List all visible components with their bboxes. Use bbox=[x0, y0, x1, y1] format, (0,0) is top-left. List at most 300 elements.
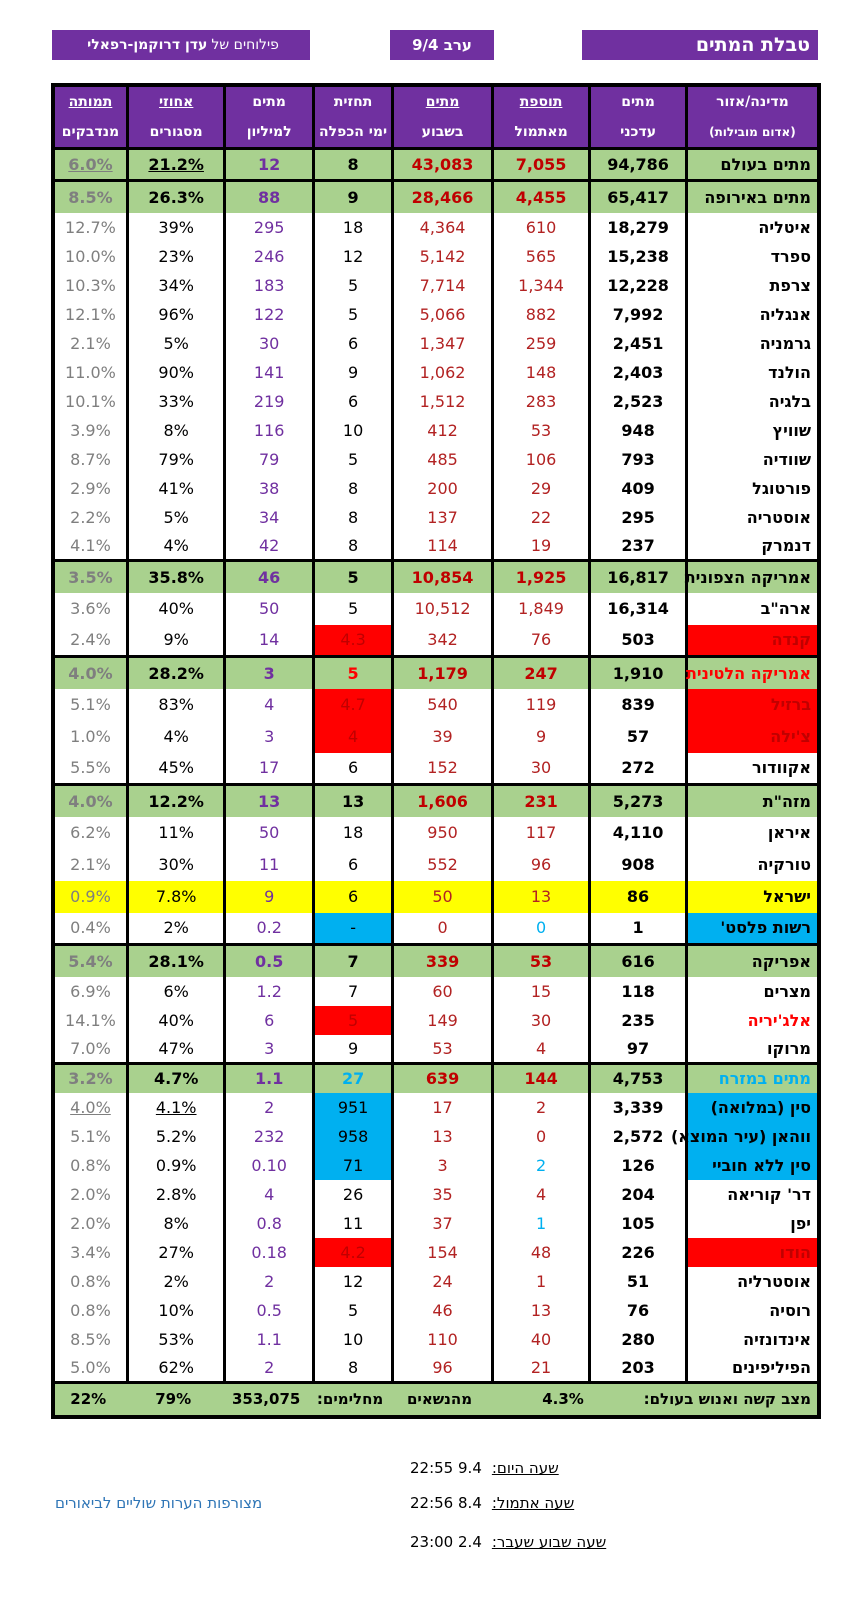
table-cell: 4,364 bbox=[393, 213, 493, 242]
table-cell: 154 bbox=[393, 1238, 493, 1267]
table-cell: 2,572 bbox=[590, 1122, 687, 1151]
table-cell: 47% bbox=[127, 1035, 225, 1064]
table-row bbox=[53, 817, 819, 849]
row-label: צרפת bbox=[686, 271, 819, 300]
table-cell: 4 bbox=[313, 721, 392, 753]
table-cell: 30 bbox=[225, 329, 313, 358]
table-cell: 0.8% bbox=[53, 1267, 127, 1296]
table-cell: 246 bbox=[225, 242, 313, 271]
table-cell: 19 bbox=[492, 532, 590, 561]
table-cell: 5.4% bbox=[53, 945, 127, 977]
row-label: רשות פלסט' bbox=[686, 913, 819, 945]
table-cell: 126 bbox=[590, 1151, 687, 1180]
table-cell: 5% bbox=[127, 503, 225, 532]
table-row bbox=[53, 532, 819, 561]
table-cell: 9 bbox=[225, 881, 313, 913]
row-label: אוסטרליה bbox=[686, 1267, 819, 1296]
table-row bbox=[53, 753, 819, 785]
row-label: אוסטריה bbox=[686, 503, 819, 532]
table-cell: 4% bbox=[127, 721, 225, 753]
table-cell: 18 bbox=[313, 213, 392, 242]
row-label: יפן bbox=[686, 1209, 819, 1238]
table-cell: 0.9% bbox=[53, 881, 127, 913]
table-cell: 149 bbox=[393, 1006, 493, 1035]
table-cell: 6 bbox=[225, 1006, 313, 1035]
table-cell: 144 bbox=[492, 1064, 590, 1093]
footnote-yesterday: שעה אתמול:8.4 22:56 bbox=[410, 1494, 575, 1512]
table-cell: 10.3% bbox=[53, 271, 127, 300]
row-label: מרוקו bbox=[686, 1035, 819, 1064]
table-cell: 204 bbox=[590, 1180, 687, 1209]
table-row bbox=[53, 1180, 819, 1209]
table-cell: 10% bbox=[127, 1296, 225, 1325]
row-label: אינדונזיה bbox=[686, 1325, 819, 1354]
table-cell: 10 bbox=[313, 416, 392, 445]
table-cell: 28,466 bbox=[393, 181, 493, 213]
table-cell: 118 bbox=[590, 977, 687, 1006]
deaths-table bbox=[51, 83, 821, 1419]
table-cell: 8% bbox=[127, 1209, 225, 1238]
table-cell: 137 bbox=[393, 503, 493, 532]
table-cell: 24 bbox=[393, 1267, 493, 1296]
table-cell: 5.1% bbox=[53, 1122, 127, 1151]
table-cell: 5,066 bbox=[393, 300, 493, 329]
table-cell: 1,606 bbox=[393, 785, 493, 817]
table-cell: 203 bbox=[590, 1354, 687, 1383]
table-cell: 409 bbox=[590, 474, 687, 503]
table-cell: 958 bbox=[313, 1122, 392, 1151]
table-cell: 1,344 bbox=[492, 271, 590, 300]
table-cell: 6 bbox=[313, 849, 392, 881]
table-cell: 908 bbox=[590, 849, 687, 881]
table-cell: 3.9% bbox=[53, 416, 127, 445]
table-row bbox=[53, 1267, 819, 1296]
table-cell: 27 bbox=[313, 1064, 392, 1093]
table-cell: 4,110 bbox=[590, 817, 687, 849]
table-cell: 4.3 bbox=[313, 625, 392, 657]
table-cell: 8 bbox=[313, 503, 392, 532]
table-cell: 0.18 bbox=[225, 1238, 313, 1267]
summary-row bbox=[53, 181, 819, 213]
table-row bbox=[53, 503, 819, 532]
table-cell: 4.0% bbox=[53, 1093, 127, 1122]
table-cell: 565 bbox=[492, 242, 590, 271]
column-subheader-2: מאתמול bbox=[492, 117, 590, 149]
column-subheader-4: ימי הכפלה bbox=[313, 117, 392, 149]
table-cell: 3.2% bbox=[53, 1064, 127, 1093]
table-cell: 8.7% bbox=[53, 445, 127, 474]
table-cell: 839 bbox=[590, 689, 687, 721]
table-cell: 7,055 bbox=[492, 149, 590, 181]
row-label: ספרד bbox=[686, 242, 819, 271]
row-label: טורקיה bbox=[686, 849, 819, 881]
table-row bbox=[53, 881, 819, 913]
table-cell: 5 bbox=[313, 593, 392, 625]
table-cell: 41% bbox=[127, 474, 225, 503]
row-label: סין ללא חוביי bbox=[686, 1151, 819, 1180]
table-cell: 10,512 bbox=[393, 593, 493, 625]
row-label: הולנד bbox=[686, 358, 819, 387]
column-subheader-1: עדכני bbox=[590, 117, 687, 149]
table-cell: 10 bbox=[313, 1325, 392, 1354]
table-cell: 5 bbox=[313, 657, 392, 689]
row-label: מזה"ת bbox=[686, 785, 819, 817]
table-cell: 40% bbox=[127, 593, 225, 625]
table-cell: 96 bbox=[393, 1354, 493, 1383]
table-cell: 8 bbox=[313, 149, 392, 181]
table-cell: 2% bbox=[127, 1267, 225, 1296]
table-cell: 148 bbox=[492, 358, 590, 387]
critical-label: מצב קשה ואנוש בעולם: bbox=[590, 1383, 819, 1417]
table-row bbox=[53, 625, 819, 657]
table-cell: 5 bbox=[313, 445, 392, 474]
table-cell: 503 bbox=[590, 625, 687, 657]
critical-value: 4.3% bbox=[492, 1383, 590, 1417]
table-cell: 5 bbox=[313, 271, 392, 300]
row-label: איטליה bbox=[686, 213, 819, 242]
footer-pct-a: 79% bbox=[127, 1383, 225, 1417]
table-cell: 3 bbox=[225, 657, 313, 689]
table-cell: 71 bbox=[313, 1151, 392, 1180]
summary-row bbox=[53, 1064, 819, 1093]
table-cell: 4 bbox=[492, 1180, 590, 1209]
row-label: ווהאן (עיר המוצא) bbox=[686, 1122, 819, 1151]
table-cell: 616 bbox=[590, 945, 687, 977]
table-cell: 45% bbox=[127, 753, 225, 785]
row-label: אמריקה הלטינית bbox=[686, 657, 819, 689]
table-cell: 4.0% bbox=[53, 785, 127, 817]
table-row bbox=[53, 329, 819, 358]
row-label: דר' קוריאה bbox=[686, 1180, 819, 1209]
table-cell: 37 bbox=[393, 1209, 493, 1238]
table-cell: 4% bbox=[127, 532, 225, 561]
table-cell: 5.0% bbox=[53, 1354, 127, 1383]
table-cell: 2.2% bbox=[53, 503, 127, 532]
table-row bbox=[53, 271, 819, 300]
table-cell: 6 bbox=[313, 753, 392, 785]
table-cell: 1,062 bbox=[393, 358, 493, 387]
row-label: הפיליפינים bbox=[686, 1354, 819, 1383]
row-label: מתים בעולם bbox=[686, 149, 819, 181]
table-cell: 948 bbox=[590, 416, 687, 445]
recovered-prefix: מהנשאים bbox=[393, 1383, 493, 1417]
table-cell: 295 bbox=[225, 213, 313, 242]
table-cell: 11 bbox=[225, 849, 313, 881]
table-cell: 247 bbox=[492, 657, 590, 689]
table-row bbox=[53, 849, 819, 881]
table-cell: 183 bbox=[225, 271, 313, 300]
table-cell: 28.2% bbox=[127, 657, 225, 689]
table-cell: 53 bbox=[492, 945, 590, 977]
table-cell: 14.1% bbox=[53, 1006, 127, 1035]
column-subheader-3: בשבוע bbox=[393, 117, 493, 149]
table-cell: 5 bbox=[313, 561, 392, 593]
table-cell: 79% bbox=[127, 445, 225, 474]
table-cell: 0.9% bbox=[127, 1151, 225, 1180]
table-cell: 3.5% bbox=[53, 561, 127, 593]
table-cell: 5.5% bbox=[53, 753, 127, 785]
table-cell: 94,786 bbox=[590, 149, 687, 181]
table-cell: 2.9% bbox=[53, 474, 127, 503]
table-cell: 38 bbox=[225, 474, 313, 503]
table-cell: 342 bbox=[393, 625, 493, 657]
table-cell: 1,925 bbox=[492, 561, 590, 593]
table-cell: 3.6% bbox=[53, 593, 127, 625]
table-cell: 29 bbox=[492, 474, 590, 503]
table-cell: 3 bbox=[393, 1151, 493, 1180]
table-cell: 79 bbox=[225, 445, 313, 474]
row-label: הודו bbox=[686, 1238, 819, 1267]
table-cell: 5.1% bbox=[53, 689, 127, 721]
author-name: עדן דרוקמן-רפאלי bbox=[87, 37, 208, 53]
table-cell: 7,992 bbox=[590, 300, 687, 329]
table-cell: 11% bbox=[127, 817, 225, 849]
table-cell: 50 bbox=[225, 593, 313, 625]
table-cell: 2 bbox=[492, 1093, 590, 1122]
table-row bbox=[53, 1296, 819, 1325]
table-cell: 2 bbox=[225, 1354, 313, 1383]
table-cell: 2.1% bbox=[53, 849, 127, 881]
table-cell: 882 bbox=[492, 300, 590, 329]
table-cell: 2.0% bbox=[53, 1209, 127, 1238]
column-header-5: מתים bbox=[225, 85, 313, 117]
table-row bbox=[53, 913, 819, 945]
recovered-label: מחלימים: bbox=[313, 1383, 392, 1417]
table-cell: 8.5% bbox=[53, 1325, 127, 1354]
table-cell: 6 bbox=[313, 881, 392, 913]
table-cell: 485 bbox=[393, 445, 493, 474]
footer-pct-b: 22% bbox=[53, 1383, 127, 1417]
table-cell: 950 bbox=[393, 817, 493, 849]
table-cell: 53 bbox=[393, 1035, 493, 1064]
table-cell: 4.0% bbox=[53, 657, 127, 689]
table-row bbox=[53, 1151, 819, 1180]
table-row bbox=[53, 721, 819, 753]
table-cell: 4 bbox=[225, 689, 313, 721]
table-cell: 2.0% bbox=[53, 1180, 127, 1209]
table-cell: 6 bbox=[313, 329, 392, 358]
table-cell: 33% bbox=[127, 387, 225, 416]
table-cell: 110 bbox=[393, 1325, 493, 1354]
table-cell: 2 bbox=[225, 1267, 313, 1296]
table-cell: 76 bbox=[590, 1296, 687, 1325]
table-cell: 117 bbox=[492, 817, 590, 849]
table-row bbox=[53, 300, 819, 329]
table-cell: 9% bbox=[127, 625, 225, 657]
table-cell: 17 bbox=[225, 753, 313, 785]
summary-row bbox=[53, 149, 819, 181]
table-cell: 4.1% bbox=[53, 532, 127, 561]
table-cell: 12 bbox=[313, 242, 392, 271]
table-cell: 97 bbox=[590, 1035, 687, 1064]
footnote-last-week: שעה שבוע שעבר:2.4 23:00 bbox=[410, 1533, 607, 1551]
row-label: מתים באירופה bbox=[686, 181, 819, 213]
table-cell: 6.2% bbox=[53, 817, 127, 849]
table-cell: 7.8% bbox=[127, 881, 225, 913]
table-cell: 8.5% bbox=[53, 181, 127, 213]
table-cell: 40 bbox=[492, 1325, 590, 1354]
table-row bbox=[53, 1209, 819, 1238]
table-cell: 18 bbox=[313, 817, 392, 849]
table-row bbox=[53, 1325, 819, 1354]
table-row bbox=[53, 1122, 819, 1151]
row-label: ארה"ב bbox=[686, 593, 819, 625]
table-cell: 1,910 bbox=[590, 657, 687, 689]
table-cell: 2,523 bbox=[590, 387, 687, 416]
table-cell: 34 bbox=[225, 503, 313, 532]
footnotes-note: מצורפות הערות שוליים לביאורים bbox=[55, 1494, 263, 1512]
table-cell: 412 bbox=[393, 416, 493, 445]
table-cell: 13 bbox=[492, 881, 590, 913]
summary-row bbox=[53, 561, 819, 593]
table-cell: 5 bbox=[313, 1296, 392, 1325]
table-cell: 8 bbox=[313, 474, 392, 503]
row-label: מתים במזרח bbox=[686, 1064, 819, 1093]
table-cell: 1.1 bbox=[225, 1325, 313, 1354]
table-cell: 5,142 bbox=[393, 242, 493, 271]
table-cell: 951 bbox=[313, 1093, 392, 1122]
table-cell: 26.3% bbox=[127, 181, 225, 213]
table-cell: 57 bbox=[590, 721, 687, 753]
author-label bbox=[52, 30, 310, 60]
column-subheader-7: מנדבקים bbox=[53, 117, 127, 149]
table-cell: 119 bbox=[492, 689, 590, 721]
table-cell: 219 bbox=[225, 387, 313, 416]
column-header-0: מדינה/אזור bbox=[686, 85, 819, 117]
table-cell: 35.8% bbox=[127, 561, 225, 593]
table-cell: 7 bbox=[313, 977, 392, 1006]
table-cell: 114 bbox=[393, 532, 493, 561]
table-cell: 2,403 bbox=[590, 358, 687, 387]
summary-row bbox=[53, 657, 819, 689]
table-cell: 639 bbox=[393, 1064, 493, 1093]
table-row bbox=[53, 416, 819, 445]
table-cell: 13 bbox=[492, 1296, 590, 1325]
table-row bbox=[53, 689, 819, 721]
row-label: אלג'יריה bbox=[686, 1006, 819, 1035]
row-label: קנדה bbox=[686, 625, 819, 657]
table-cell: 8 bbox=[313, 1354, 392, 1383]
table-cell: 7 bbox=[313, 945, 392, 977]
table-cell: 13 bbox=[393, 1122, 493, 1151]
row-label: שוויץ bbox=[686, 416, 819, 445]
table-cell: 610 bbox=[492, 213, 590, 242]
row-label: רוסיה bbox=[686, 1296, 819, 1325]
table-row bbox=[53, 1006, 819, 1035]
table-cell: 12 bbox=[225, 149, 313, 181]
table-cell: 540 bbox=[393, 689, 493, 721]
table-cell: 1,179 bbox=[393, 657, 493, 689]
table-cell: 0.2 bbox=[225, 913, 313, 945]
table-cell: 552 bbox=[393, 849, 493, 881]
table-cell: 226 bbox=[590, 1238, 687, 1267]
table-cell: 0.8% bbox=[53, 1151, 127, 1180]
table-cell: 10.0% bbox=[53, 242, 127, 271]
table-cell: 4.7% bbox=[127, 1064, 225, 1093]
table-cell: 0 bbox=[492, 1122, 590, 1151]
table-cell: 2% bbox=[127, 913, 225, 945]
table-cell: 141 bbox=[225, 358, 313, 387]
table-cell: 9 bbox=[313, 181, 392, 213]
column-subheader-6: מסגורים bbox=[127, 117, 225, 149]
table-cell: 23% bbox=[127, 242, 225, 271]
table-cell: 5,273 bbox=[590, 785, 687, 817]
table-cell: 90% bbox=[127, 358, 225, 387]
table-row bbox=[53, 242, 819, 271]
table-cell: 0 bbox=[492, 913, 590, 945]
table-cell: 21.2% bbox=[127, 149, 225, 181]
table-cell: 13 bbox=[225, 785, 313, 817]
table-cell: 51 bbox=[590, 1267, 687, 1296]
table-cell: 21 bbox=[492, 1354, 590, 1383]
table-cell: 1,347 bbox=[393, 329, 493, 358]
table-cell: 43,083 bbox=[393, 149, 493, 181]
table-cell: 1,849 bbox=[492, 593, 590, 625]
column-subheader-0: (אדום מובילות) bbox=[686, 117, 819, 149]
table-row bbox=[53, 445, 819, 474]
row-label: אפריקה bbox=[686, 945, 819, 977]
table-cell: 0.8% bbox=[53, 1296, 127, 1325]
table-cell: 3 bbox=[225, 721, 313, 753]
table-cell: 6% bbox=[127, 977, 225, 1006]
table-cell: 96% bbox=[127, 300, 225, 329]
table-cell: 42 bbox=[225, 532, 313, 561]
table-cell: 0.10 bbox=[225, 1151, 313, 1180]
table-cell: 793 bbox=[590, 445, 687, 474]
table-cell: 88 bbox=[225, 181, 313, 213]
table-cell: 6.9% bbox=[53, 977, 127, 1006]
table-cell: 235 bbox=[590, 1006, 687, 1035]
table-cell: 30 bbox=[492, 1006, 590, 1035]
row-label: מצרים bbox=[686, 977, 819, 1006]
table-cell: 83% bbox=[127, 689, 225, 721]
table-cell: 2 bbox=[225, 1093, 313, 1122]
table-cell: 2,451 bbox=[590, 329, 687, 358]
summary-row bbox=[53, 785, 819, 817]
table-row bbox=[53, 474, 819, 503]
row-label: שוודיה bbox=[686, 445, 819, 474]
table-cell: 4.2 bbox=[313, 1238, 392, 1267]
row-label: בלגיה bbox=[686, 387, 819, 416]
row-label: צ'ילה bbox=[686, 721, 819, 753]
column-header-6: אחוזי bbox=[127, 85, 225, 117]
table-cell: 50 bbox=[393, 881, 493, 913]
column-header-4: תחזית bbox=[313, 85, 392, 117]
table-cell: 2.1% bbox=[53, 329, 127, 358]
table-row bbox=[53, 358, 819, 387]
table-cell: 2 bbox=[492, 1151, 590, 1180]
recovered-value: 353,075 bbox=[225, 1383, 313, 1417]
column-header-1: מתים bbox=[590, 85, 687, 117]
table-cell: 12.1% bbox=[53, 300, 127, 329]
table-cell: 152 bbox=[393, 753, 493, 785]
row-label: אקוודור bbox=[686, 753, 819, 785]
table-cell: 9 bbox=[313, 1035, 392, 1064]
table-cell: 283 bbox=[492, 387, 590, 416]
table-cell: 17 bbox=[393, 1093, 493, 1122]
table-cell: 60 bbox=[393, 977, 493, 1006]
table-cell: 0.5 bbox=[225, 945, 313, 977]
table-cell: 0 bbox=[393, 913, 493, 945]
table-cell: 4 bbox=[225, 1180, 313, 1209]
column-header-7: תמותה bbox=[53, 85, 127, 117]
table-cell: 1 bbox=[492, 1267, 590, 1296]
table-row bbox=[53, 593, 819, 625]
table-cell: 6 bbox=[313, 387, 392, 416]
table-row bbox=[53, 977, 819, 1006]
table-cell: 10,854 bbox=[393, 561, 493, 593]
table-cell: 9 bbox=[492, 721, 590, 753]
